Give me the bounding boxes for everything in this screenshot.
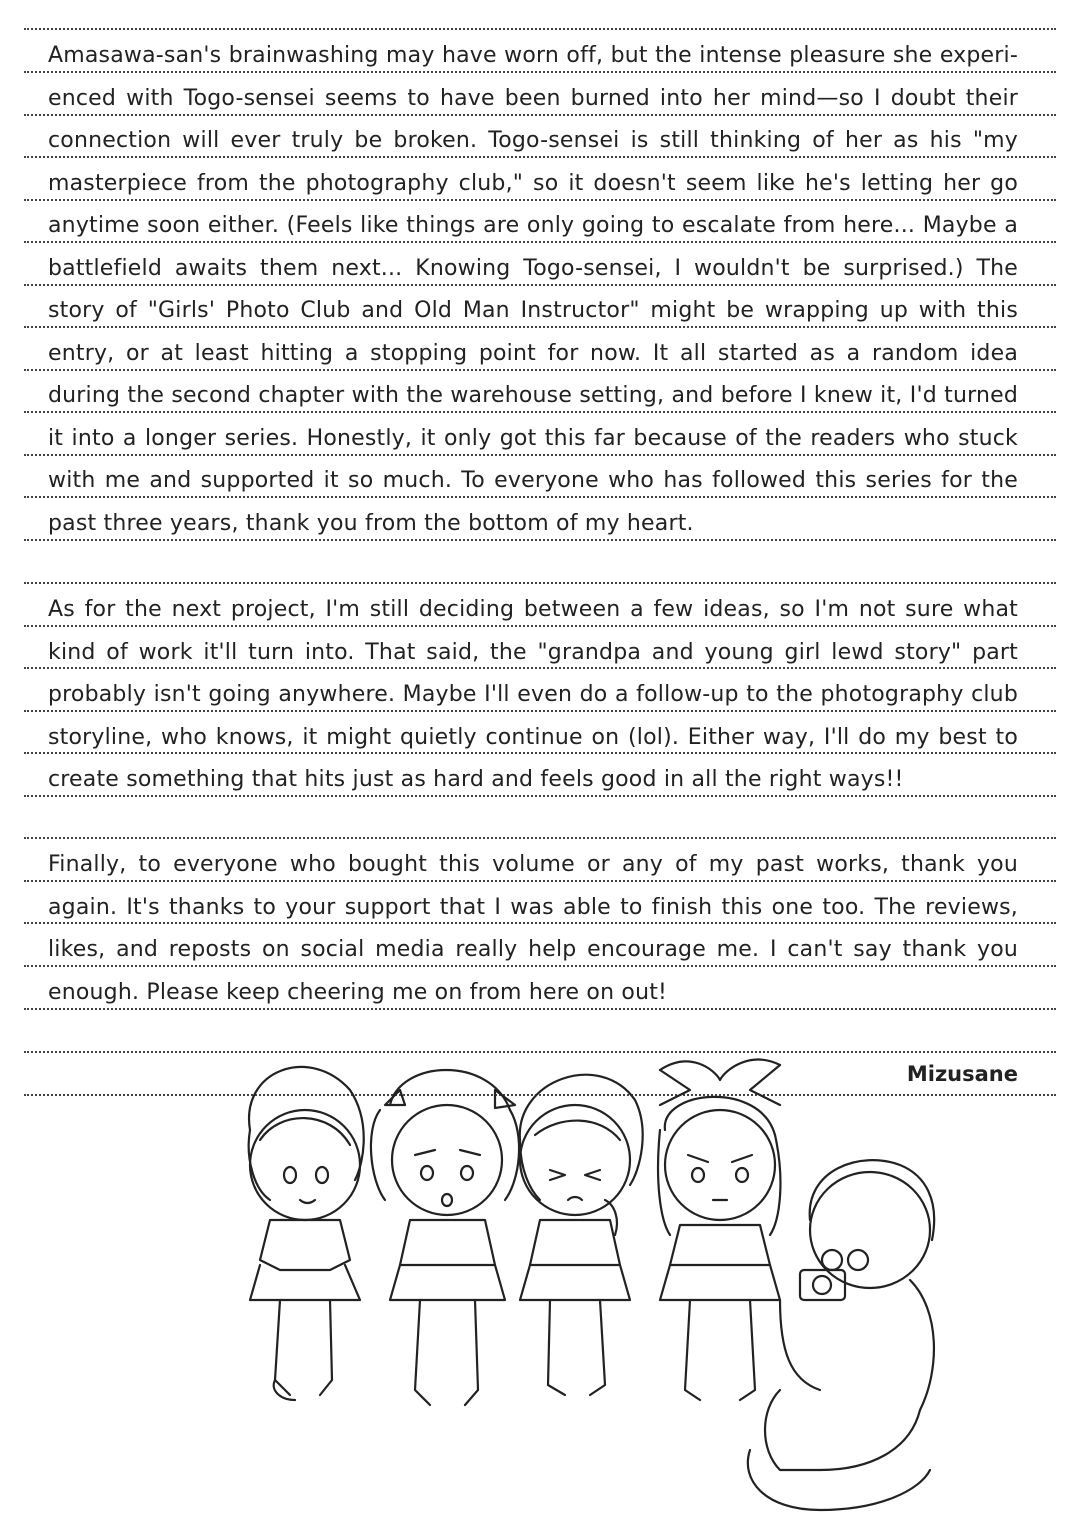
ruled-line	[24, 71, 1056, 73]
afterword-line: past three years, thank you from the bottom of my heart.	[48, 511, 694, 536]
ruled-line	[24, 539, 1056, 541]
afterword-line: it into a longer series. Honestly, it only got this far because of the readers who stuck	[48, 426, 1018, 451]
ruled-line	[24, 326, 1056, 328]
ruled-line	[24, 752, 1056, 754]
ruled-line	[24, 411, 1056, 413]
ruled-line	[24, 1008, 1056, 1010]
chibi-photo-club-illustration	[220, 1050, 1060, 1526]
afterword-line: enced with Togo-sensei seems to have been burned into her mind—so I doubt their	[48, 86, 1018, 111]
photographer-figure	[748, 1160, 934, 1510]
afterword-line: enough. Please keep cheering me on from here on out!	[48, 980, 668, 1005]
ruled-line	[24, 114, 1056, 116]
afterword-line: during the second chapter with the warehouse setting, and before I knew it, I'd turned	[48, 383, 1018, 408]
afterword-line: Finally, to everyone who bought this volume or any of my past works, thank you	[48, 852, 1018, 877]
ruled-line	[24, 667, 1056, 669]
ruled-line	[24, 241, 1056, 243]
afterword-line: again. It's thanks to your support that I was able to finish this one too. The reviews,	[48, 895, 1018, 920]
ruled-line	[24, 454, 1056, 456]
afterword-line: connection will ever truly be broken. Togo-sensei is still thinking of her as his "my	[48, 128, 1018, 153]
ruled-line	[24, 710, 1056, 712]
afterword-line: kind of work it'll turn into. That said, the "grandpa and young girl lewd story" part	[48, 640, 1018, 665]
afterword-line: story of "Girls' Photo Club and Old Man Instructor" might be wrapping up with this	[48, 298, 1018, 323]
ruled-line	[24, 795, 1056, 797]
ruled-line	[24, 369, 1056, 371]
afterword-line: masterpiece from the photography club," so it doesn't seem like he's letting her go	[48, 171, 1018, 196]
ruled-line	[24, 156, 1056, 158]
ruled-line	[24, 199, 1056, 201]
girl-figure-2	[371, 1070, 519, 1405]
afterword-line: Amasawa-san's brainwashing may have worn off, but the intense pleasure she experi-	[48, 43, 1018, 68]
ruled-line	[24, 284, 1056, 286]
ruled-line	[24, 582, 1056, 584]
ruled-line	[24, 28, 1056, 30]
ruled-line	[24, 837, 1056, 839]
ruled-line	[24, 625, 1056, 627]
author-signature: Mizusane	[906, 1062, 1018, 1086]
afterword-line: As for the next project, I'm still deciding between a few ideas, so I'm not sure what	[48, 597, 1018, 622]
ruled-line	[24, 880, 1056, 882]
ruled-line	[24, 965, 1056, 967]
ruled-line	[24, 496, 1056, 498]
afterword-line: probably isn't going anywhere. Maybe I'll even do a follow-up to the photography club	[48, 682, 1018, 707]
girl-figure-1	[249, 1067, 364, 1400]
ruled-line	[24, 922, 1056, 924]
afterword-line: entry, or at least hitting a stopping point for now. It all started as a random idea	[48, 341, 1018, 366]
girl-figure-3	[520, 1075, 643, 1395]
afterword-line: battlefield awaits them next... Knowing Togo-sensei, I wouldn't be surprised.) The	[48, 256, 1018, 281]
afterword-line: storyline, who knows, it might quietly continue on (lol). Either way, I'll do my best to	[48, 725, 1018, 750]
afterword-line: likes, and reposts on social media really help encourage me. I can't say thank you	[48, 937, 1018, 962]
afterword-line: anytime soon either. (Feels like things are only going to escalate from here... Maybe a	[48, 213, 1018, 238]
afterword-line: create something that hits just as hard and feels good in all the right ways!!	[48, 767, 904, 792]
afterword-line: with me and supported it so much. To everyone who has followed this series for the	[48, 468, 1018, 493]
girl-figure-4	[658, 1060, 780, 1400]
